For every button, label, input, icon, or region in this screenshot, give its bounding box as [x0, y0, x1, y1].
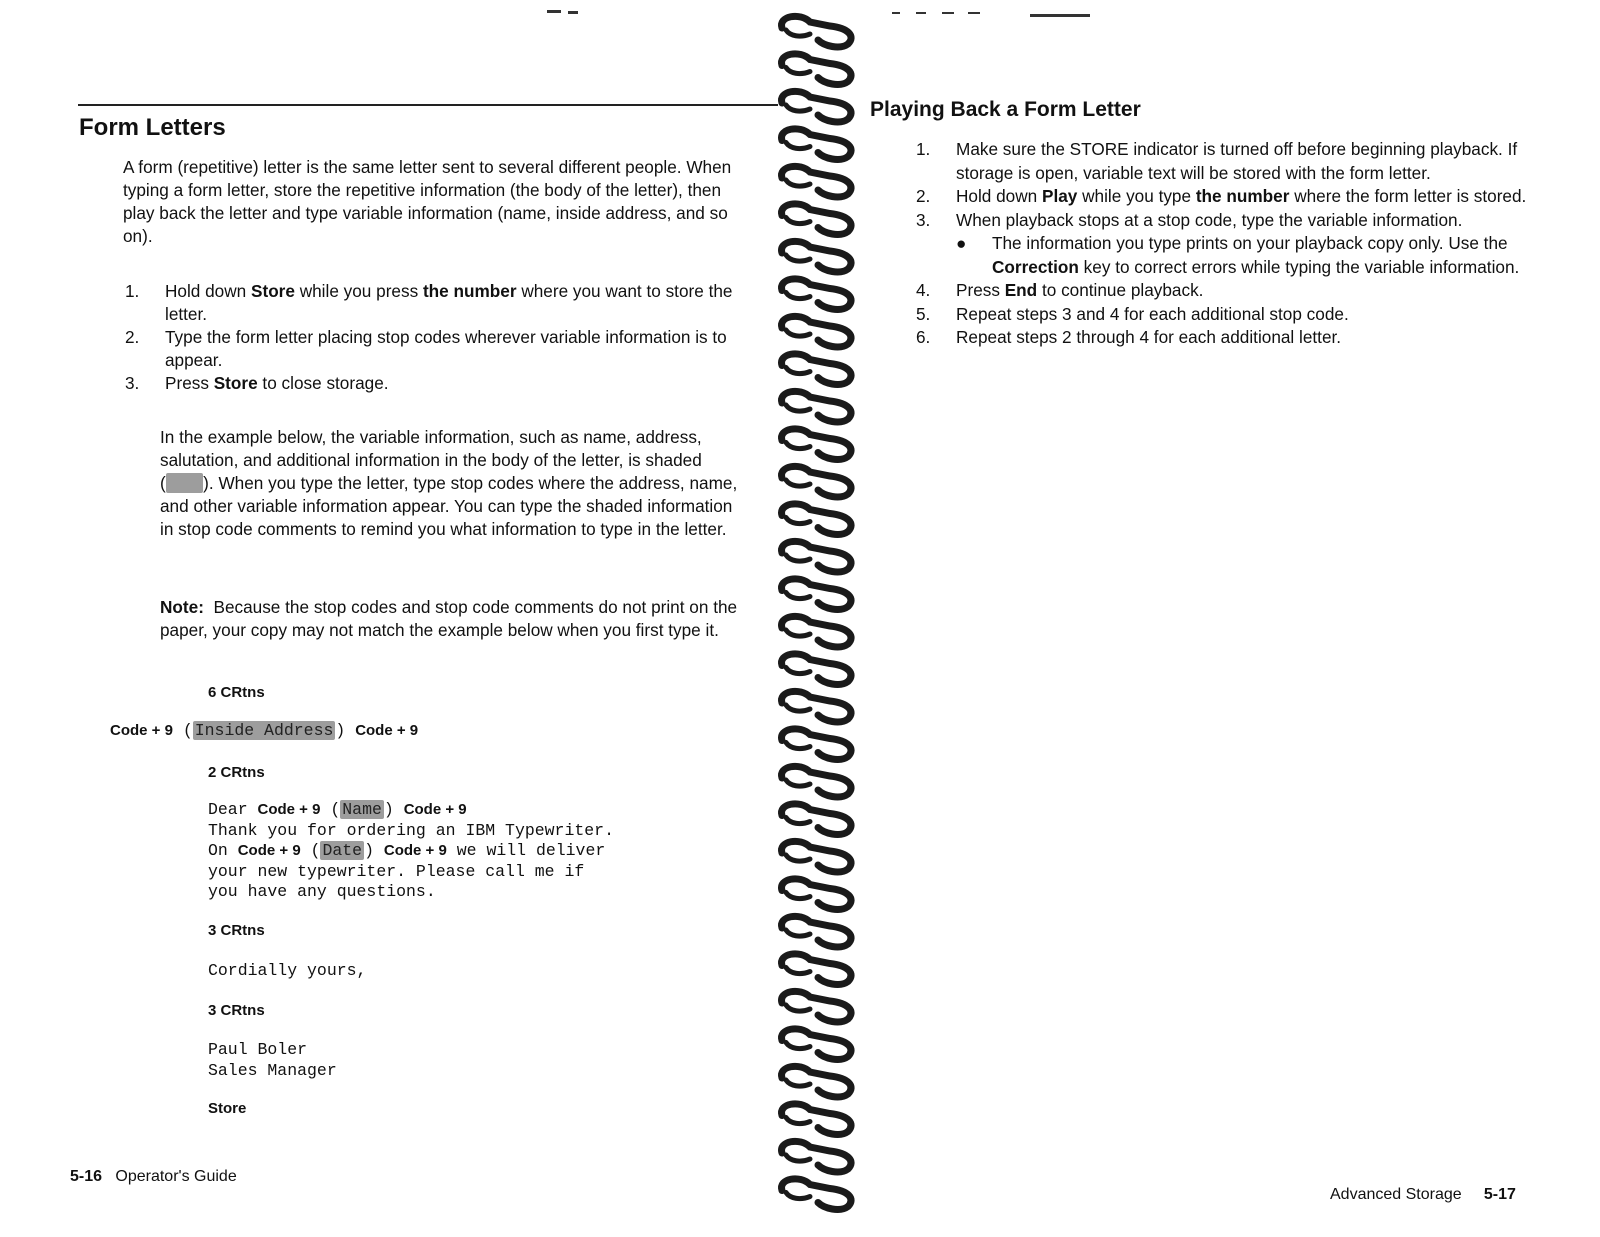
list-item: 3. Press Store to close storage. — [125, 373, 389, 393]
crtns-label: 3 CRtns — [208, 1002, 265, 1019]
spiral-coil — [782, 466, 852, 497]
spiral-coil — [782, 804, 852, 835]
list-item: 1. Make sure the STORE indicator is turned off before beginning playback. If storage is open, variable text will be stored with the form letter. — [916, 139, 1518, 183]
spiral-coil — [782, 91, 852, 122]
spiral-coil — [782, 729, 852, 760]
scan-mark — [916, 12, 926, 14]
scan-mark — [568, 11, 578, 14]
spiral-coil — [782, 279, 852, 310]
spiral-coil — [782, 1029, 852, 1060]
spiral-coil — [782, 766, 852, 797]
closing-line: Cordially yours, — [208, 961, 367, 980]
spiral-coil — [782, 879, 852, 910]
scan-mark — [547, 10, 561, 13]
scan-mark — [1030, 14, 1090, 17]
playback-steps-list — [916, 138, 1556, 350]
spiral-coil — [782, 916, 852, 947]
sub-bullet: ● The information you type prints on your playback copy only. Use the Correction key to correct errors while typing the variable information. — [956, 233, 1520, 277]
crtns-label: 6 CRtns — [208, 684, 265, 701]
list-item: 2. Type the form letter placing stop codes wherever variable information is to appear. — [125, 327, 727, 370]
left-footer: 5-16 Operator's Guide — [70, 1168, 237, 1185]
list-item: 5. Repeat steps 3 and 4 for each additional stop code. — [916, 303, 1349, 324]
list-item: 1. Hold down Store while you press the number where you want to store the letter. — [125, 281, 733, 324]
crtns-label: 3 CRtns — [208, 922, 265, 939]
spiral-coil — [782, 691, 852, 722]
spiral-coil — [782, 129, 852, 160]
store-label: Store — [208, 1100, 247, 1117]
spiral-coil — [782, 354, 852, 385]
bullet-dot: ● — [956, 233, 967, 253]
scan-mark — [942, 12, 954, 14]
signature-block: Paul Boler Sales Manager — [208, 1040, 337, 1080]
spiral-coil — [782, 204, 852, 235]
spiral-coil — [782, 241, 852, 272]
spiral-coil — [782, 991, 852, 1022]
spiral-coil — [782, 541, 852, 572]
store-steps-list — [125, 280, 745, 395]
spiral-binding — [770, 0, 880, 1237]
note-paragraph: Note: Because the stop codes and stop code comments do not print on the paper, your copy may not match the example below when you first type it. — [160, 597, 738, 640]
list-item: 2. Hold down Play while you type the number where the form letter is stored. — [916, 186, 1527, 206]
spiral-coil — [782, 1179, 852, 1210]
spiral-coil — [782, 954, 852, 985]
scan-mark — [892, 12, 900, 14]
example-intro-paragraph: In the example below, the variable information, such as name, address, salutation, and additional information in the body of the letter, is shaded ( ). When you type the letter, type stop codes where the address, name, and other variable information appear. You can type the shaded information in stop code comments to remind you what information to type in the letter. — [160, 427, 738, 539]
list-item: 4. Press End to continue playback. — [916, 280, 1204, 300]
spiral-coil — [782, 391, 852, 422]
list-item: 3. When playback stops at a stop code, type the variable information. ● The information you type prints on your playback copy only. Use the Correction key to correct errors while typing the variable information. — [916, 209, 1556, 280]
spiral-coil — [782, 654, 852, 685]
spiral-coil — [782, 579, 852, 610]
section-title: Playing Back a Form Letter — [870, 98, 1141, 121]
spiral-coil — [782, 1066, 852, 1097]
crtns-label: 2 CRtns — [208, 764, 265, 781]
spiral-coil — [782, 616, 852, 647]
spiral-coil — [782, 316, 852, 347]
shade-swatch — [166, 473, 203, 493]
intro-paragraph: A form (repetitive) letter is the same letter sent to several different people. When typing a form letter, store the repetitive information (the body of the letter), then play back the letter and type variable information (name, inside address, and so on). — [123, 157, 732, 246]
page-title: Form Letters — [79, 114, 226, 141]
spiral-coil — [782, 16, 852, 47]
section-rule — [78, 104, 778, 106]
spiral-coil — [782, 504, 852, 535]
right-footer: Advanced Storage 5-17 — [1330, 1186, 1516, 1203]
spiral-coil — [782, 841, 852, 872]
letter-body: Dear Code + 9 ( Name ) Code + 9 Thank you for ordering an IBM Typewriter. On Code + 9 ( Date ) Code + 9 we will deliver your new typewriter. Please call me if you have any questions. — [208, 800, 614, 901]
spiral-coil — [782, 54, 852, 85]
spiral-coil — [782, 429, 852, 460]
spiral-coil — [782, 166, 852, 197]
spiral-coil — [782, 1141, 852, 1172]
inside-address-line: Code + 9 ( Inside Address ) Code + 9 — [110, 721, 419, 740]
scan-mark — [968, 12, 980, 14]
spiral-coil — [782, 1104, 852, 1135]
list-item: 6. Repeat steps 2 through 4 for each additional letter. — [916, 327, 1342, 347]
